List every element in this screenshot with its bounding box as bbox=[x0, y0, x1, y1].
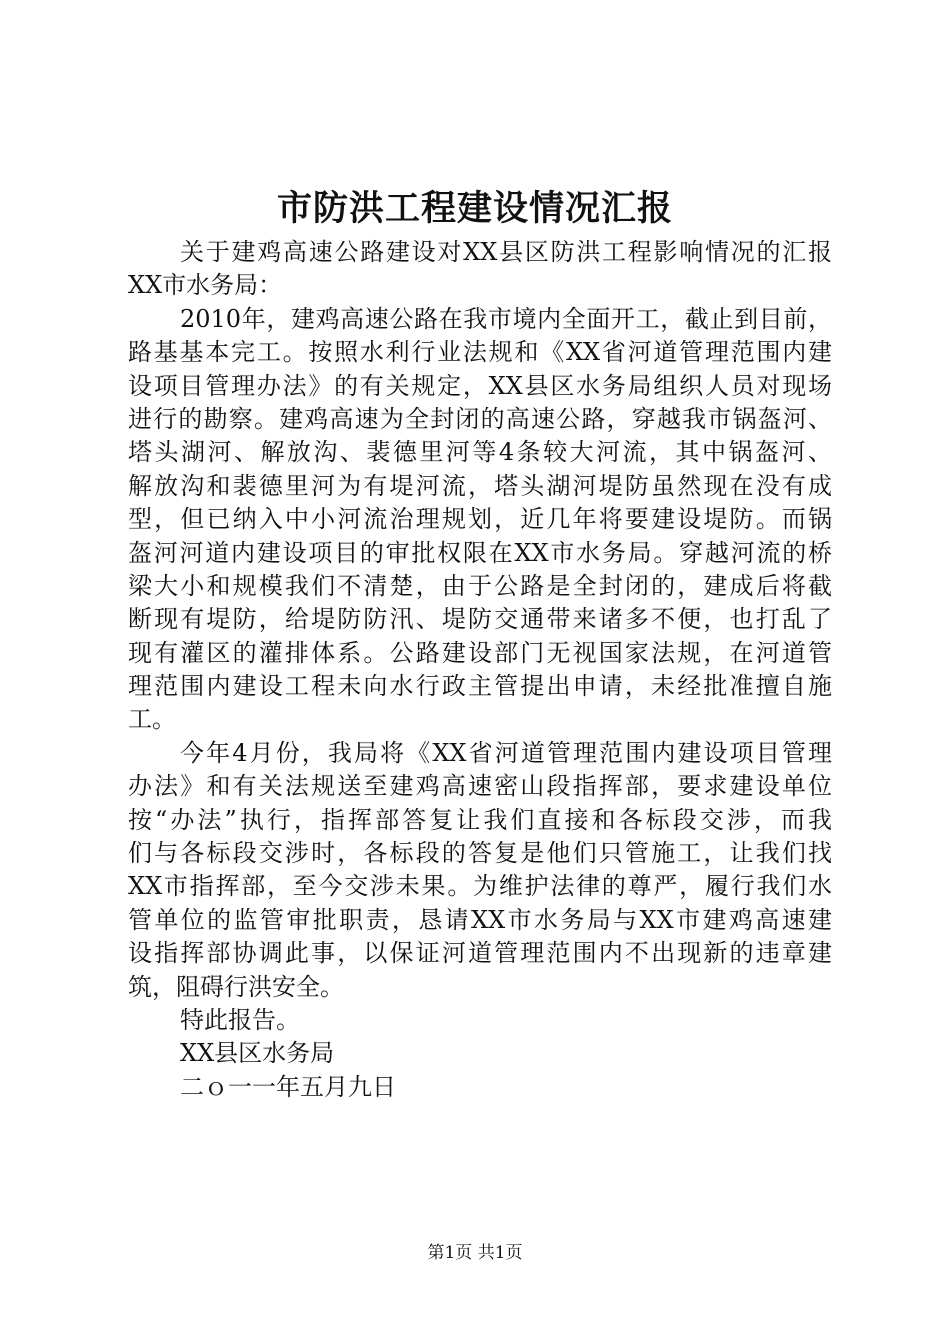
document-body bbox=[128, 236, 832, 1104]
body-line: 设项目管理办法》的有关规定，XX县区水务局组织人员对现场 bbox=[128, 371, 832, 400]
body-line: 今年4月份，我局将《XX省河道管理范围内建设项目管理 bbox=[180, 738, 832, 767]
document-title: 市防洪工程建设情况汇报 bbox=[276, 188, 673, 229]
body-line: 管单位的监管审批职责，恳请XX市水务局与XX市建鸡高速建 bbox=[128, 905, 832, 934]
body-line: 理范围内建设工程未向水行政主管提出申请，未经批准擅自施 bbox=[128, 672, 832, 701]
body-line: 办法》和有关法规送至建鸡高速密山段指挥部，要求建设单位 bbox=[128, 772, 832, 801]
body-line: 关于建鸡高速公路建设对XX县区防洪工程影响情况的汇报 bbox=[180, 238, 832, 266]
body-line: 盔河河道内建设项目的审批权限在XX市水务局。穿越河流的桥 bbox=[128, 538, 832, 567]
sender-signature: XX县区水务局 bbox=[180, 1039, 335, 1068]
body-line: 梁大小和规模我们不清楚，由于公路是全封闭的，建成后将截 bbox=[128, 571, 832, 600]
body-line: 断现有堤防，给堤防防汛、堤防交通带来诸多不便，也打乱了 bbox=[128, 605, 832, 634]
body-line: 筑，阻碍行洪安全。 bbox=[128, 972, 344, 1001]
body-line: 型，但已纳入中小河流治理规划，近几年将要建设堤防。而锅 bbox=[128, 505, 832, 534]
page-number: 第1页 共1页 bbox=[427, 1243, 523, 1263]
body-line: 进行的勘察。建鸡高速为全封闭的高速公路，穿越我市锅盔河、 bbox=[128, 404, 832, 433]
body-line: 设指挥部协调此事，以保证河道管理范围内不出现新的违章建 bbox=[128, 939, 832, 968]
body-line: XX市水务局： bbox=[128, 271, 283, 300]
body-line: 工。 bbox=[128, 705, 176, 734]
body-line: 解放沟和裴德里河为有堤河流，塔头湖河堤防虽然现在没有成 bbox=[128, 471, 832, 500]
body-line: 塔头湖河、解放沟、裴德里河等4条较大河流，其中锅盔河、 bbox=[128, 438, 832, 467]
body-line: 们与各标段交涉时，各标段的答复是他们只管施工，让我们找 bbox=[128, 839, 832, 868]
body-line: 按“办法”执行，指挥部答复让我们直接和各标段交涉，而我 bbox=[128, 805, 832, 834]
document-date: 二ｏ一一年五月九日 bbox=[180, 1072, 396, 1101]
body-line: XX市指挥部，至今交涉未果。为维护法律的尊严，履行我们水 bbox=[128, 872, 832, 901]
body-line: 路基基本完工。按照水利行业法规和《XX省河道管理范围内建 bbox=[128, 338, 832, 367]
closing-line: 特此报告。 bbox=[180, 1005, 300, 1034]
body-line: 2010年，建鸡高速公路在我市境内全面开工，截止到目前， bbox=[180, 304, 832, 333]
body-line: 现有灌区的灌排体系。公路建设部门无视国家法规，在河道管 bbox=[128, 638, 832, 667]
